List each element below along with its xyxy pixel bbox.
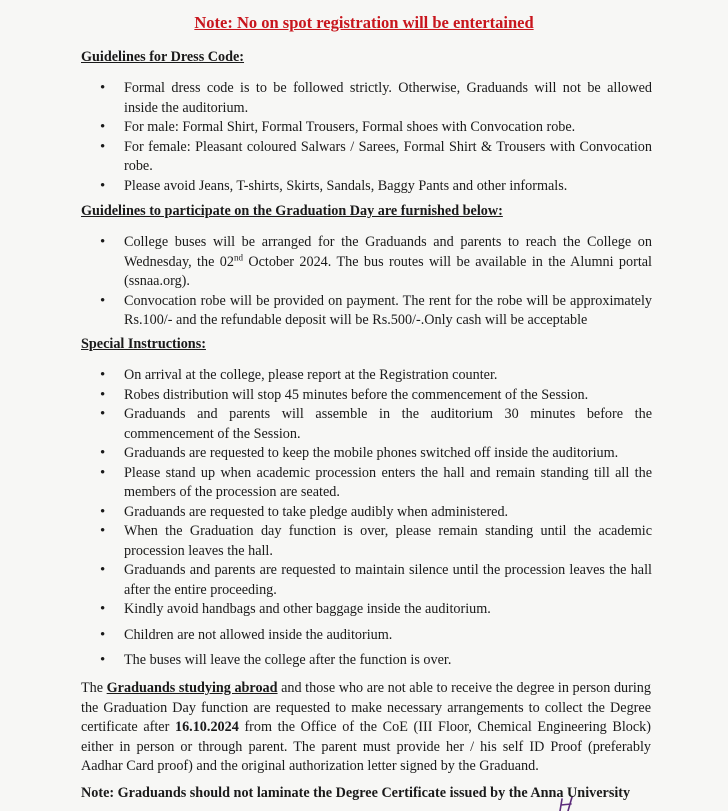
- lamination-note: Note: Graduands should not laminate the Degree Certificate issued by the Anna University: [81, 785, 631, 801]
- list-item: • For male: Formal Shirt, Formal Trousers, Formal shoes with Convocation robe.: [100, 118, 652, 138]
- list-item: • The buses will leave the college after the function is over.: [100, 651, 652, 671]
- list-item: • Formal dress code is to be followed strictly. Otherwise, Graduands will not be allowed inside the auditorium.: [100, 79, 652, 118]
- page-title: Note: No on spot registration will be entertained: [194, 13, 534, 32]
- list-item: • Please stand up when academic procession enters the hall and remain standing till all the members of the procession are seated.: [100, 464, 652, 503]
- list-item: • Please avoid Jeans, T-shirts, Skirts, Sandals, Baggy Pants and other informals.: [100, 177, 652, 197]
- list-item: • When the Graduation day function is over, please remain standing until the academic procession leaves the hall.: [100, 522, 652, 561]
- signature-mark: [556, 797, 586, 811]
- abroad-paragraph: The Graduands studying abroad and those who are not able to receive the degree in person during the Graduation Day function are requested to make necessary arrangements to collect the Degree certificate after 16.10.2024 from the Office of the CoE (III Floor, Chemical Engineering Block) either in person or through parent. The parent must provide her / his self ID Proof (preferably Aadhar Card proof) and the original authorization letter signed by the Graduand.: [81, 680, 652, 774]
- abroad-emphasis: Graduands studying abroad: [106, 680, 278, 696]
- list-item: • For female: Pleasant coloured Salwars / Sarees, Formal Shirt & Trousers with Convocation robe.: [100, 138, 652, 177]
- list-item: • Graduands are requested to take pledge audibly when administered.: [100, 503, 652, 523]
- dress-code-heading: Guidelines for Dress Code:: [81, 49, 245, 65]
- list-item: • On arrival at the college, please report at the Registration counter.: [100, 366, 652, 386]
- list-item: • Graduands and parents are requested to maintain silence until the procession leaves the hall after the entire proceeding.: [100, 561, 652, 600]
- special-instructions-heading: Special Instructions:: [81, 336, 206, 352]
- dress-code-list: [100, 79, 652, 196]
- graduation-day-heading: Guidelines to participate on the Graduation Day are furnished below:: [81, 203, 503, 219]
- list-item: • Kindly avoid handbags and other baggage inside the auditorium.: [100, 600, 652, 620]
- list-item: • Children are not allowed inside the auditorium.: [100, 626, 652, 646]
- graduation-day-list: [100, 233, 652, 331]
- list-item: • College buses will be arranged for the Graduands and parents to reach the College on Wednesday, the 02nd October 2024. The bus routes will be available in the Alumni portal (ssnaa.org).: [100, 233, 652, 292]
- special-instructions-list: [100, 366, 652, 671]
- list-item: • Robes distribution will stop 45 minutes before the commencement of the Session.: [100, 386, 652, 406]
- collection-date: 16.10.2024: [174, 719, 239, 735]
- list-item: • Graduands and parents will assemble in the auditorium 30 minutes before the commencement of the Session.: [100, 405, 652, 444]
- list-item: • Convocation robe will be provided on payment. The rent for the robe will be approximately Rs.100/- and the refundable deposit will be Rs.500/-.Only cash will be acceptable: [100, 292, 652, 331]
- list-item: • Graduands are requested to keep the mobile phones switched off inside the auditorium.: [100, 444, 652, 464]
